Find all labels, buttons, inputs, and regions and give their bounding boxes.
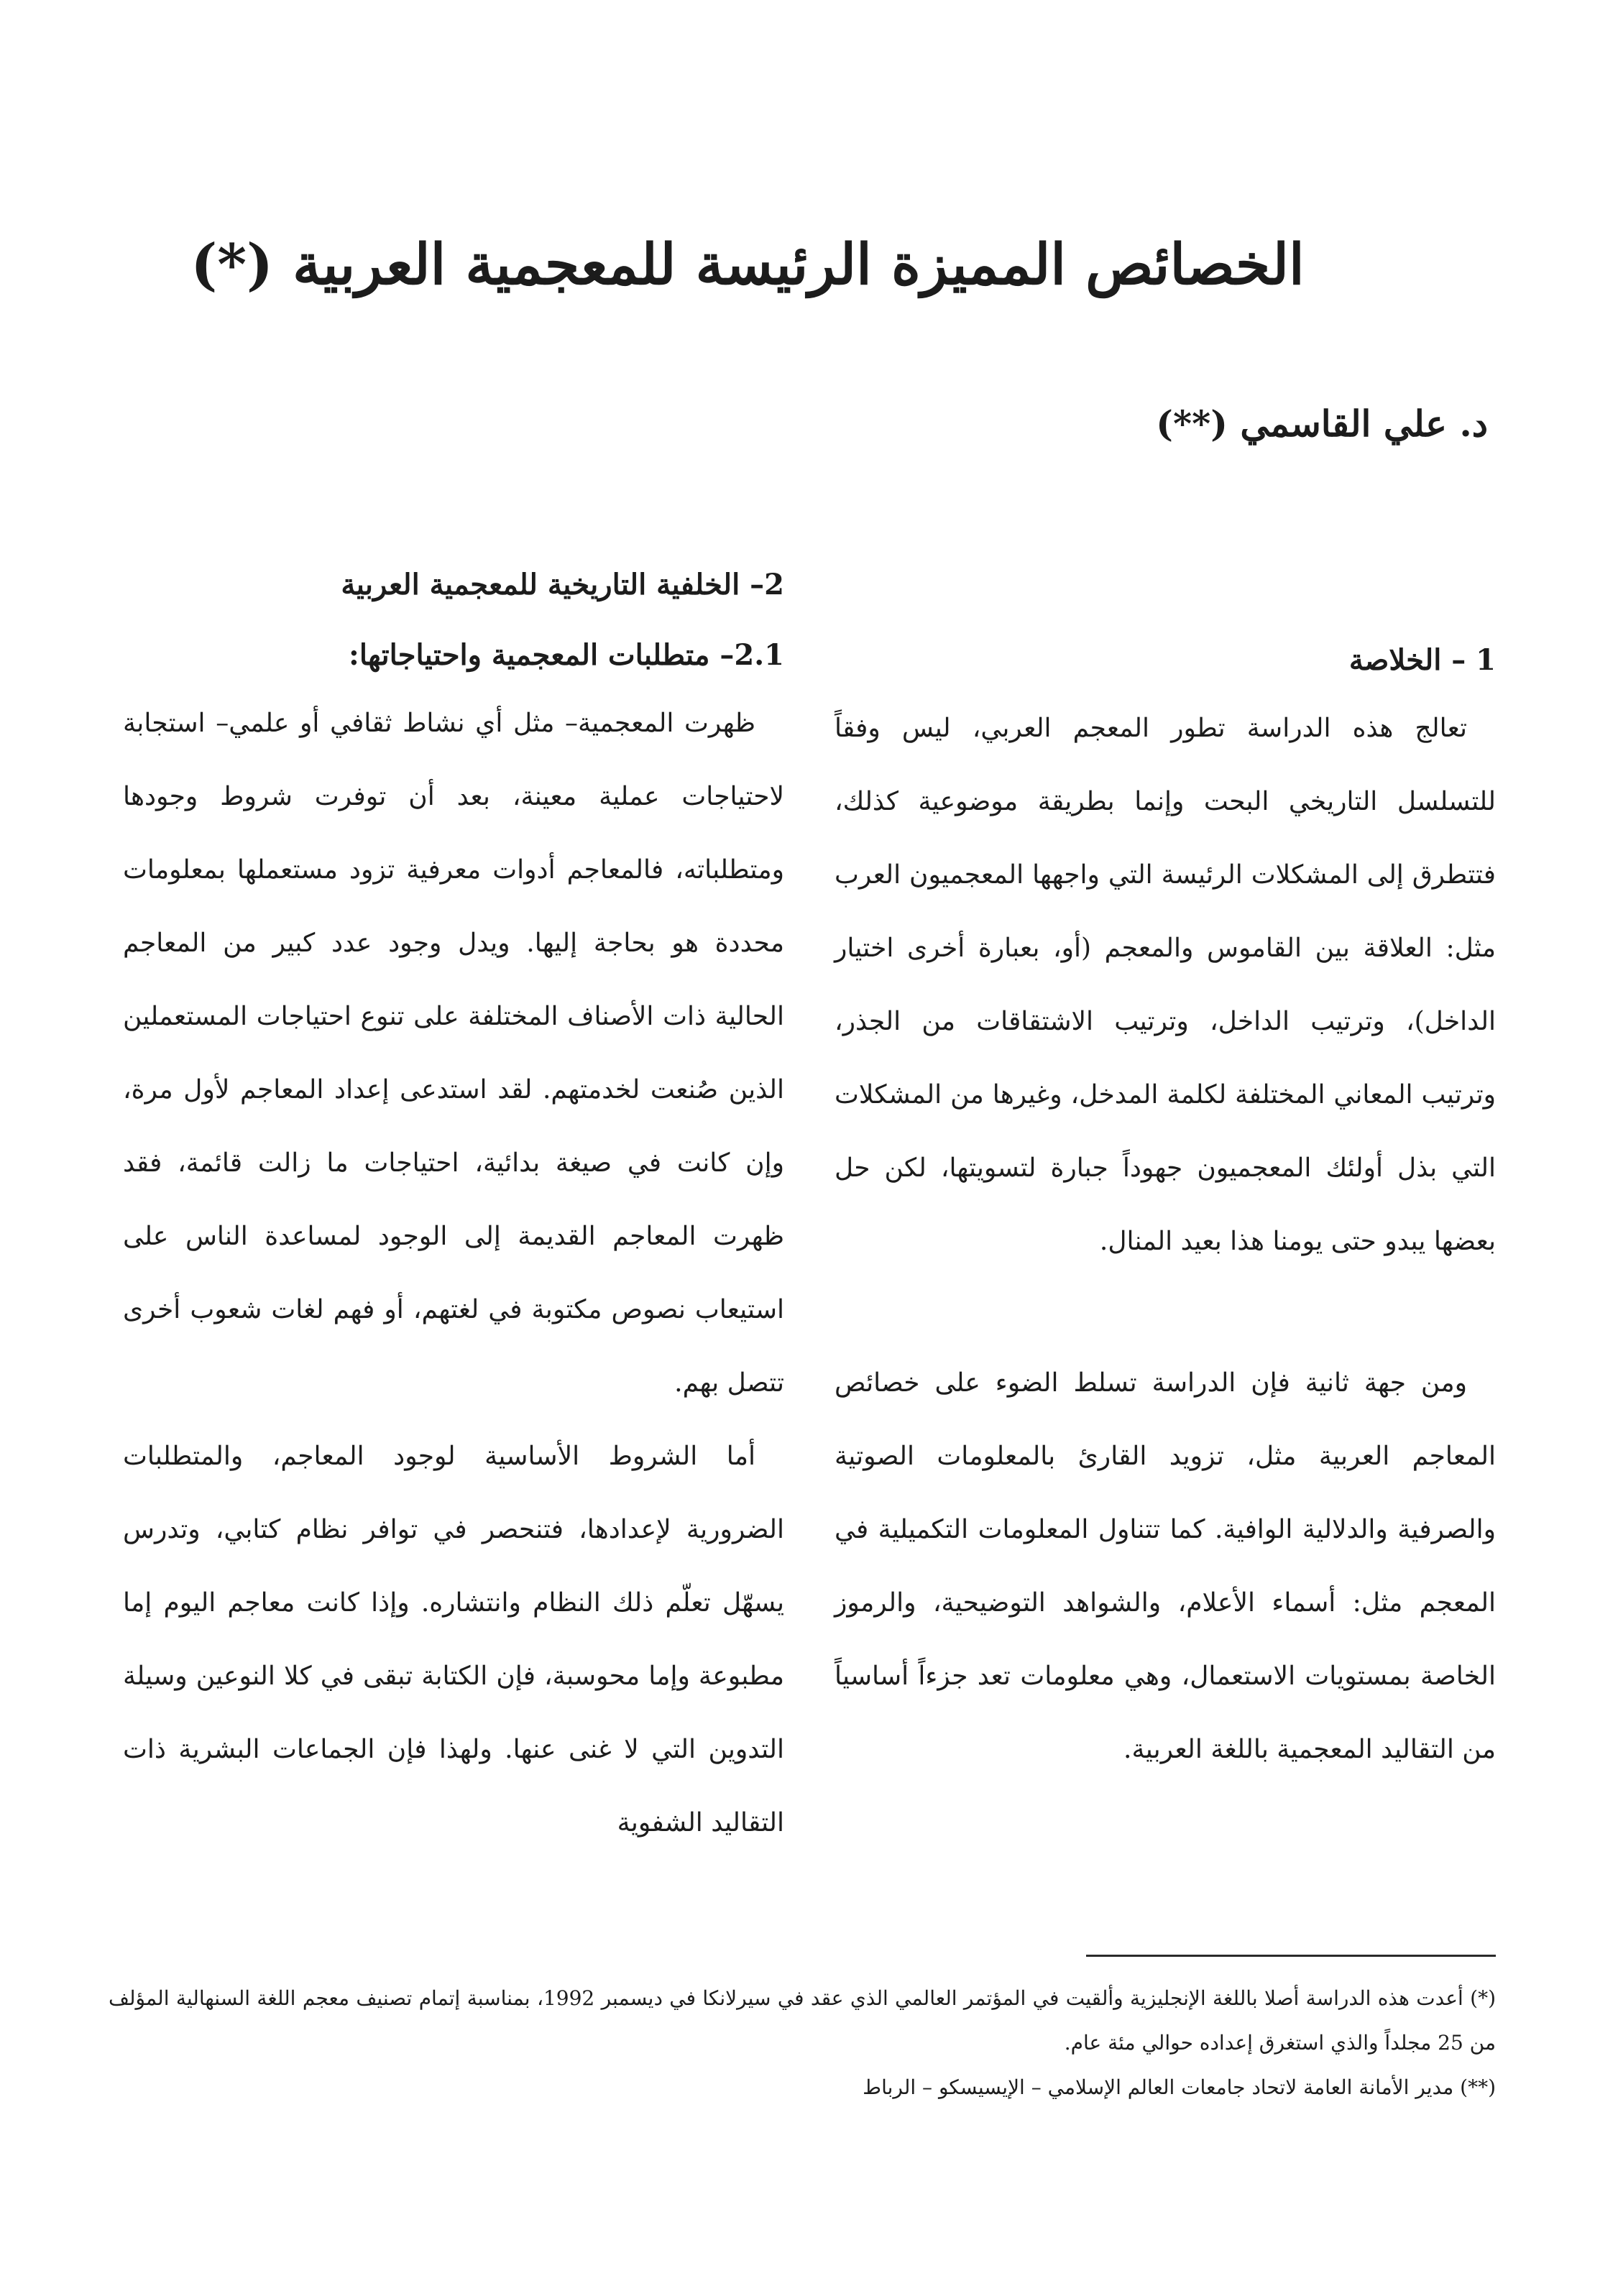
author-name: د. علي القاسمي (**) — [1156, 402, 1488, 445]
subsection-heading-requirements: 2.1– متطلبات المعجمية واحتياجاتها: — [349, 638, 784, 672]
footnotes — [109, 1976, 1496, 2110]
section-heading-summary: 1 – الخلاصة — [1348, 643, 1496, 677]
section-heading-history: 2– الخلفية التاريخية للمعجمية العربية — [341, 568, 784, 601]
summary-paragraph-2: ومن جهة ثانية فإن الدراسة تسلط الضوء على خصائص المعاجم العربية مثل، تزويد القارئ بالمعلومات الصوتية والصرفية والدلالية الوافية. كما تتناول المعلومات التكميلية في المعجم مثل: أسماء الأعلام، والشواهد التوضيحية، والرموز الخاصة بمستويات الاستعمال، وهي معلومات تعد جزءاً أساسياً من التقاليد المعجمية باللغة العربية. — [835, 1368, 1496, 1764]
left-column — [123, 568, 784, 1860]
footnote-1: (*) أعدت هذه الدراسة أصلا باللغة الإنجليزية وألقيت في المؤتمر العالمي الذي عقد في سيرلانكا في ديسمبر 1992، بمناسبة إتمام تصنيف معجم اللغة السنهالية المؤلف من 25 مجلداً والذي استغرق إعداده حوالي مئة عام. — [109, 1986, 1496, 2055]
right-column — [835, 568, 1496, 1786]
footnote-divider — [1086, 1955, 1496, 1957]
footnote-2: (**) مدير الأمانة العامة لاتحاد جامعات العالم الإسلامي – الإيسيسكو – الرباط — [863, 2075, 1496, 2099]
history-paragraph-1: ظهرت المعجمية– مثل أي نشاط ثقافي أو علمي– استجابة لاحتياجات عملية معينة، بعد أن توفرت شروط وجودها ومتطلباته، فالمعاجم أدوات معرفية تزود مستعملها بمعلومات محددة هو بحاجة إليها. ويدل وجود عدد كبير من المعاجم الحالية ذات الأصناف المختلفة على تنوع احتياجات المستعملين الذين صُنعت لخدمتهم. لقد استدعى إعداد المعاجم لأول مرة، وإن كانت في صيغة بدائية، احتياجات ما زالت قائمة، فقد ظهرت المعاجم القديمة إلى الوجود لمساعدة الناس على استيعاب نصوص مكتوبة في لغتهم، أو فهم لغات شعوب أخرى تتصل بهم. — [123, 709, 785, 1398]
article-title: الخصائص المميزة الرئيسة للمعجمية العربية (*) — [190, 232, 1305, 298]
summary-paragraph-1: تعالج هذه الدراسة تطور المعجم العربي، ليس وفقاً للتسلسل التاريخي البحت وإنما بطريقة موضوعية كذلك، فتتطرق إلى المشكلات الرئيسة التي واجهها المعجميون العرب مثل: العلاقة بين القاموس والمعجم (أو، بعبارة أخرى اختيار الداخل)، وترتيب الداخل، وترتيب الاشتقاقات من الجذر، وترتيب المعاني المختلفة لكلمة المدخل، وغيرها من المشكلات التي بذل أولئك المعجميون جهوداً جبارة لتسويتها، لكن حل بعضها يبدو حتى يومنا هذا بعيد المنال. — [835, 714, 1497, 1256]
history-paragraph-2: أما الشروط الأساسية لوجود المعاجم، والمتطلبات الضرورية لإعدادها، فتنحصر في توافر نظام كتابي، وتدرس يسهّل تعلّم ذلك النظام وانتشاره. وإذا كانت معاجم اليوم إما مطبوعة وإما محوسبة، فإن الكتابة تبقى في كلا النوعين وسيلة التدوين التي لا غنى عنها. ولهذا فإن الجماعات البشرية ذات التقاليد الشفوية — [123, 1442, 784, 1838]
